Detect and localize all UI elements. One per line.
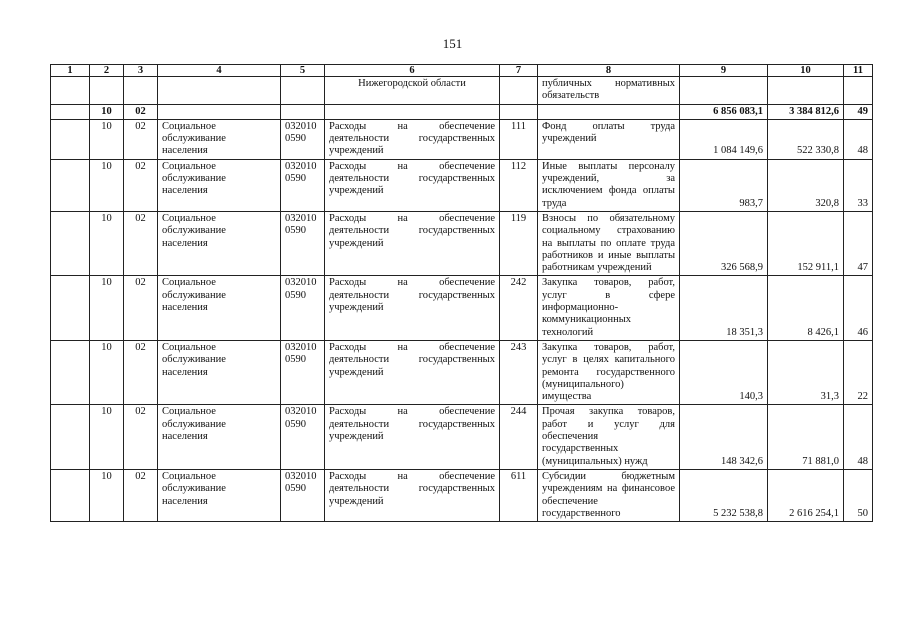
column-header-8: 8 xyxy=(538,65,680,77)
cell-name: Социальное обслуживание населения xyxy=(158,469,281,521)
table-row xyxy=(51,276,873,340)
cell-expense-type: 243 xyxy=(500,340,538,404)
continuation-row xyxy=(51,77,873,105)
cell-expense-name: Закупка товаров, работ, услуг в сфере информационно- коммуникационных технологий xyxy=(538,276,680,340)
cell-subsection: 02 xyxy=(124,211,158,275)
cell-percent: 48 xyxy=(844,405,873,469)
cell-percent: 47 xyxy=(844,211,873,275)
cell-section: 10 xyxy=(90,211,124,275)
cell-plan: 1 084 149,6 xyxy=(680,119,768,159)
column-header-11: 11 xyxy=(844,65,873,77)
total-actual: 3 384 812,6 xyxy=(768,104,844,119)
cell-target-article: 032010 0590 xyxy=(281,211,325,275)
page-number: 151 xyxy=(442,36,463,51)
column-header-1: 1 xyxy=(51,65,90,77)
cell-expense-type: 112 xyxy=(500,159,538,211)
total-section: 10 xyxy=(90,104,124,119)
cell-subsection: 02 xyxy=(124,405,158,469)
cell-purpose: Расходы на обеспечение деятельности государственных учреждений xyxy=(325,159,500,211)
cell-purpose: Расходы на обеспечение деятельности государственных учреждений xyxy=(325,469,500,521)
table-row xyxy=(51,405,873,469)
cell-actual: 71 881,0 xyxy=(768,405,844,469)
column-header-3: 3 xyxy=(124,65,158,77)
column-header-10: 10 xyxy=(768,65,844,77)
continuation-col6: Нижегородской области xyxy=(325,77,500,105)
cell-expense-type: 111 xyxy=(500,119,538,159)
cell-col1 xyxy=(51,276,90,340)
cell-purpose: Расходы на обеспечение деятельности государственных учреждений xyxy=(325,340,500,404)
table-row xyxy=(51,340,873,404)
cell-expense-type: 244 xyxy=(500,405,538,469)
cell-expense-name: Взносы по обязательному социальному страхованию на выплаты по оплате труда работников и иные выплаты работникам учреждений xyxy=(538,211,680,275)
cell-name: Социальное обслуживание населения xyxy=(158,340,281,404)
cell-name: Социальное обслуживание населения xyxy=(158,276,281,340)
column-header-9: 9 xyxy=(680,65,768,77)
cell-name: Социальное обслуживание населения xyxy=(158,211,281,275)
cell-section: 10 xyxy=(90,159,124,211)
cell-target-article: 032010 0590 xyxy=(281,119,325,159)
column-header-4: 4 xyxy=(158,65,281,77)
cell-col1 xyxy=(51,211,90,275)
cell-percent: 46 xyxy=(844,276,873,340)
total-row xyxy=(51,104,873,119)
table-row xyxy=(51,119,873,159)
cell-plan: 148 342,6 xyxy=(680,405,768,469)
cell-plan: 18 351,3 xyxy=(680,276,768,340)
cell-plan: 5 232 538,8 xyxy=(680,469,768,521)
cell-actual: 320,8 xyxy=(768,159,844,211)
cell-expense-name: Иные выплаты персоналу учреждений, за исключением фонда оплаты труда xyxy=(538,159,680,211)
cell-col1 xyxy=(51,159,90,211)
cell-percent: 33 xyxy=(844,159,873,211)
cell-target-article: 032010 0590 xyxy=(281,340,325,404)
cell-percent: 48 xyxy=(844,119,873,159)
cell-expense-name: Фонд оплаты труда учреждений xyxy=(538,119,680,159)
cell-plan: 140,3 xyxy=(680,340,768,404)
column-header-6: 6 xyxy=(325,65,500,77)
cell-actual: 8 426,1 xyxy=(768,276,844,340)
cell-purpose: Расходы на обеспечение деятельности государственных учреждений xyxy=(325,211,500,275)
cell-percent: 22 xyxy=(844,340,873,404)
cell-actual: 152 911,1 xyxy=(768,211,844,275)
cell-subsection: 02 xyxy=(124,119,158,159)
cell-actual: 31,3 xyxy=(768,340,844,404)
cell-col1 xyxy=(51,405,90,469)
cell-name: Социальное обслуживание населения xyxy=(158,159,281,211)
cell-expense-name: Закупка товаров, работ, услуг в целях капитального ремонта государственного (муниципального) имущества xyxy=(538,340,680,404)
cell-subsection: 02 xyxy=(124,340,158,404)
cell-section: 10 xyxy=(90,405,124,469)
cell-subsection: 02 xyxy=(124,276,158,340)
header-row xyxy=(51,65,873,77)
cell-target-article: 032010 0590 xyxy=(281,276,325,340)
cell-target-article: 032010 0590 xyxy=(281,159,325,211)
table-row xyxy=(51,211,873,275)
cell-actual: 2 616 254,1 xyxy=(768,469,844,521)
total-percent: 49 xyxy=(844,104,873,119)
cell-actual: 522 330,8 xyxy=(768,119,844,159)
continuation-col8: публичных нормативных обязательств xyxy=(538,77,680,105)
cell-purpose: Расходы на обеспечение деятельности государственных учреждений xyxy=(325,405,500,469)
cell-col1 xyxy=(51,340,90,404)
cell-purpose: Расходы на обеспечение деятельности государственных учреждений xyxy=(325,276,500,340)
cell-plan: 326 568,9 xyxy=(680,211,768,275)
budget-table xyxy=(50,64,873,522)
cell-section: 10 xyxy=(90,119,124,159)
cell-section: 10 xyxy=(90,469,124,521)
cell-plan: 983,7 xyxy=(680,159,768,211)
table-row xyxy=(51,159,873,211)
cell-target-article: 032010 0590 xyxy=(281,469,325,521)
cell-expense-name: Субсидии бюджетным учреждениям на финансовое обеспечение государственного xyxy=(538,469,680,521)
cell-section: 10 xyxy=(90,340,124,404)
table-row xyxy=(51,469,873,521)
cell-percent: 50 xyxy=(844,469,873,521)
cell-expense-type: 242 xyxy=(500,276,538,340)
cell-expense-type: 119 xyxy=(500,211,538,275)
cell-name: Социальное обслуживание населения xyxy=(158,119,281,159)
column-header-7: 7 xyxy=(500,65,538,77)
column-header-2: 2 xyxy=(90,65,124,77)
cell-subsection: 02 xyxy=(124,159,158,211)
cell-expense-name: Прочая закупка товаров, работ и услуг для обеспечения государственных (муниципальных) нужд xyxy=(538,405,680,469)
cell-col1 xyxy=(51,119,90,159)
cell-section: 10 xyxy=(90,276,124,340)
cell-expense-type: 611 xyxy=(500,469,538,521)
cell-name: Социальное обслуживание населения xyxy=(158,405,281,469)
total-subsection: 02 xyxy=(124,104,158,119)
cell-target-article: 032010 0590 xyxy=(281,405,325,469)
cell-subsection: 02 xyxy=(124,469,158,521)
total-plan: 6 856 083,1 xyxy=(680,104,768,119)
cell-purpose: Расходы на обеспечение деятельности государственных учреждений xyxy=(325,119,500,159)
cell-col1 xyxy=(51,469,90,521)
column-header-5: 5 xyxy=(281,65,325,77)
